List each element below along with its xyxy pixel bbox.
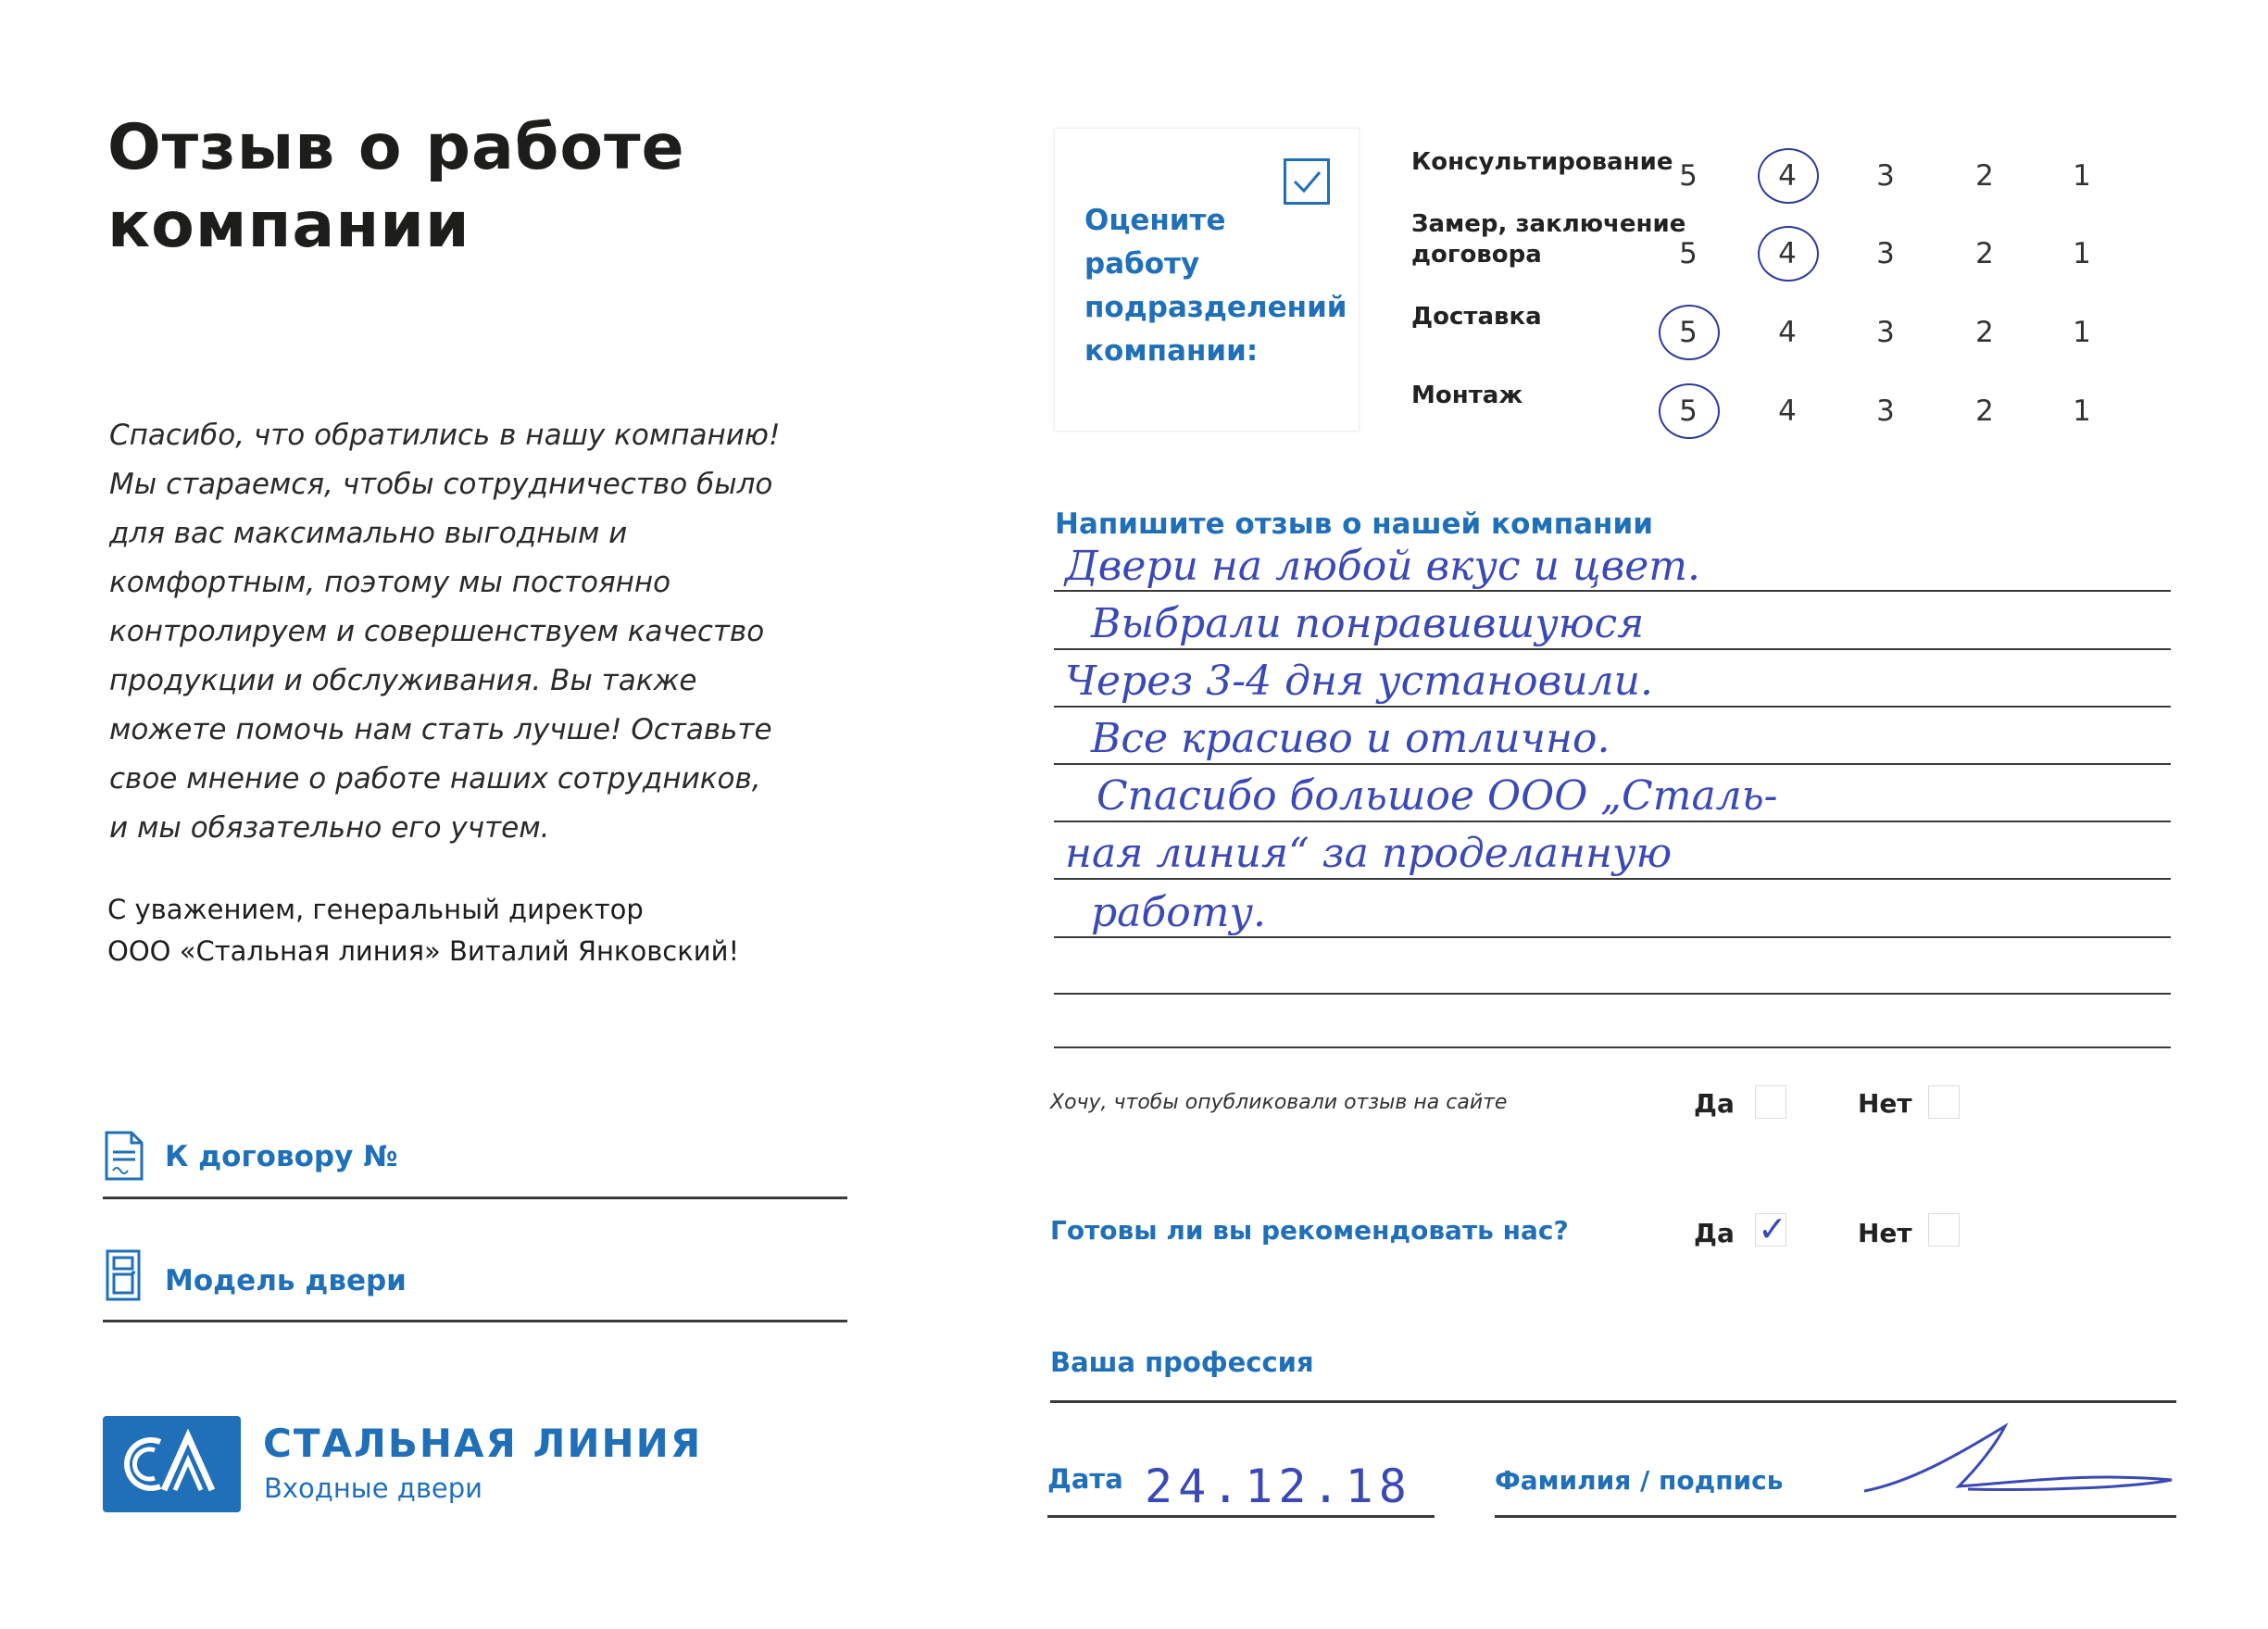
rating-prompt-line: компании: bbox=[1084, 334, 1259, 368]
rating-prompt-line: Оцените bbox=[1084, 204, 1226, 237]
profession-label: Ваша профессия bbox=[1050, 1347, 1314, 1378]
category-consulting: Консультирование bbox=[1411, 148, 1673, 176]
rating-selected-circle bbox=[1758, 148, 1819, 204]
rating-prompt-box bbox=[1054, 128, 1360, 432]
signature-field[interactable] bbox=[1495, 1515, 2176, 1518]
review-text-line: ная линия“ за проделанную bbox=[1065, 830, 1673, 877]
review-text-line: работу. bbox=[1091, 889, 1266, 936]
intro-line: можете помочь нам стать лучше! Оставьте bbox=[109, 713, 772, 746]
publish-label: Хочу, чтобы опубликовали отзыв на сайте bbox=[1050, 1091, 1508, 1114]
category-installation: Монтаж bbox=[1411, 382, 1523, 409]
review-text-line: Все красиво и отлично. bbox=[1091, 715, 1610, 762]
rating-option[interactable]: 1 bbox=[2073, 395, 2091, 428]
intro-line: Мы стараемся, чтобы сотрудничество было bbox=[109, 468, 773, 501]
rating-option[interactable]: 3 bbox=[1876, 316, 1895, 349]
category-measurement-line1: Замер, заключение bbox=[1411, 210, 1686, 238]
review-line bbox=[1054, 936, 2171, 938]
brand-logo bbox=[103, 1416, 241, 1512]
rating-option[interactable]: 4 bbox=[1778, 237, 1797, 270]
sign-line1: С уважением, генеральный директор bbox=[107, 894, 644, 925]
rating-prompt-line: работу bbox=[1084, 247, 1200, 281]
sign-line2: ООО «Стальная линия» Виталий Янковский! bbox=[107, 935, 740, 967]
category-measurement-line2: договора bbox=[1411, 241, 1542, 269]
rating-option[interactable]: 2 bbox=[1975, 395, 1994, 428]
review-line bbox=[1054, 590, 2171, 592]
review-line bbox=[1054, 821, 2171, 822]
category-measurement bbox=[1411, 209, 1685, 270]
rating-option[interactable]: 2 bbox=[1975, 159, 1994, 193]
intro-line: для вас максимально выгодным и bbox=[109, 517, 628, 550]
rating-option[interactable]: 3 bbox=[1876, 237, 1895, 270]
intro-line: и мы обязательно его учтем. bbox=[109, 811, 550, 845]
date-field[interactable] bbox=[1047, 1515, 1435, 1518]
review-line bbox=[1054, 878, 2171, 880]
category-delivery: Доставка bbox=[1411, 303, 1542, 331]
rating-prompt-line: подразделений bbox=[1084, 291, 1347, 324]
recommend-label: Готовы ли вы рекомендовать нас? bbox=[1050, 1215, 1569, 1246]
rating-option[interactable]: 2 bbox=[1975, 237, 1994, 270]
rating-selected-circle bbox=[1659, 383, 1720, 439]
rating-option[interactable]: 4 bbox=[1778, 395, 1797, 428]
review-text-line: Двери на любой вкус и цвет. bbox=[1065, 543, 1700, 590]
recommend-yes-label: Да bbox=[1694, 1218, 1735, 1248]
review-text-line: Спасибо большое ООО „Сталь- bbox=[1096, 772, 1778, 820]
rating-selected-circle bbox=[1659, 305, 1720, 360]
intro-text bbox=[109, 411, 869, 853]
rating-option[interactable]: 5 bbox=[1679, 316, 1698, 349]
door-model-label: Модель двери bbox=[165, 1264, 407, 1297]
rating-option[interactable]: 1 bbox=[2073, 237, 2091, 270]
rating-option[interactable]: 1 bbox=[2073, 159, 2091, 193]
rating-option[interactable]: 2 bbox=[1975, 316, 1994, 349]
intro-line: Спасибо, что обратились в нашу компанию! bbox=[109, 419, 781, 452]
page-title-line2: компании bbox=[107, 189, 470, 262]
recommend-no-label: Нет bbox=[1858, 1218, 1912, 1248]
review-line bbox=[1054, 648, 2171, 650]
review-text-line: Выбрали понравившуюся bbox=[1091, 600, 1645, 647]
rating-option[interactable]: 5 bbox=[1679, 237, 1698, 270]
brand-name: СТАЛЬНАЯ ЛИНИЯ bbox=[263, 1421, 703, 1466]
recommend-yes-checkbox[interactable] bbox=[1755, 1209, 1787, 1249]
rating-option[interactable]: 5 bbox=[1679, 159, 1698, 193]
door-model-field[interactable] bbox=[103, 1320, 847, 1322]
review-line bbox=[1054, 763, 2171, 765]
page-title bbox=[107, 109, 685, 265]
rating-option[interactable]: 1 bbox=[2073, 316, 2091, 349]
review-text-line: Через 3-4 дня установили. bbox=[1065, 658, 1653, 705]
rating-option[interactable]: 4 bbox=[1778, 159, 1797, 193]
rating-selected-circle bbox=[1758, 226, 1819, 282]
contract-field[interactable] bbox=[103, 1197, 847, 1199]
date-label: Дата bbox=[1047, 1463, 1123, 1495]
intro-line: контролируем и совершенствуем качество bbox=[109, 615, 765, 648]
signature-label: Фамилия / подпись bbox=[1495, 1465, 1784, 1496]
check-mark: ✓ bbox=[1758, 1209, 1787, 1249]
page-title-line1: Отзыв о работе bbox=[107, 111, 685, 184]
document-icon bbox=[104, 1130, 144, 1182]
publish-no-label: Нет bbox=[1858, 1088, 1912, 1119]
rating-option[interactable]: 3 bbox=[1876, 159, 1895, 193]
door-icon bbox=[104, 1248, 144, 1302]
contract-label: К договору № bbox=[165, 1140, 398, 1173]
review-heading: Напишите отзыв о нашей компании bbox=[1055, 507, 1653, 541]
intro-line: комфортным, поэтому мы постоянно bbox=[109, 566, 671, 599]
director-signature-text bbox=[107, 889, 739, 972]
review-line bbox=[1054, 993, 2171, 995]
handwritten-signature bbox=[1857, 1417, 2190, 1510]
publish-yes-label: Да bbox=[1694, 1088, 1735, 1119]
review-line bbox=[1054, 1046, 2171, 1048]
rating-option[interactable]: 4 bbox=[1778, 316, 1797, 349]
rating-prompt bbox=[1084, 199, 1347, 373]
rating-option[interactable]: 5 bbox=[1679, 395, 1698, 428]
brand-subtitle: Входные двери bbox=[264, 1472, 483, 1504]
checkmark-icon bbox=[1284, 158, 1330, 205]
review-line bbox=[1054, 706, 2171, 708]
rating-option[interactable]: 3 bbox=[1876, 395, 1895, 428]
intro-line: свое мнение о работе наших сотрудников, bbox=[109, 762, 761, 796]
publish-yes-checkbox[interactable] bbox=[1755, 1085, 1786, 1119]
date-value: 24.12.18 bbox=[1145, 1460, 1412, 1513]
profession-field[interactable] bbox=[1050, 1400, 2176, 1403]
recommend-no-checkbox[interactable] bbox=[1928, 1213, 1960, 1247]
intro-line: продукции и обслуживания. Вы также bbox=[109, 664, 697, 697]
publish-no-checkbox[interactable] bbox=[1928, 1085, 1960, 1119]
